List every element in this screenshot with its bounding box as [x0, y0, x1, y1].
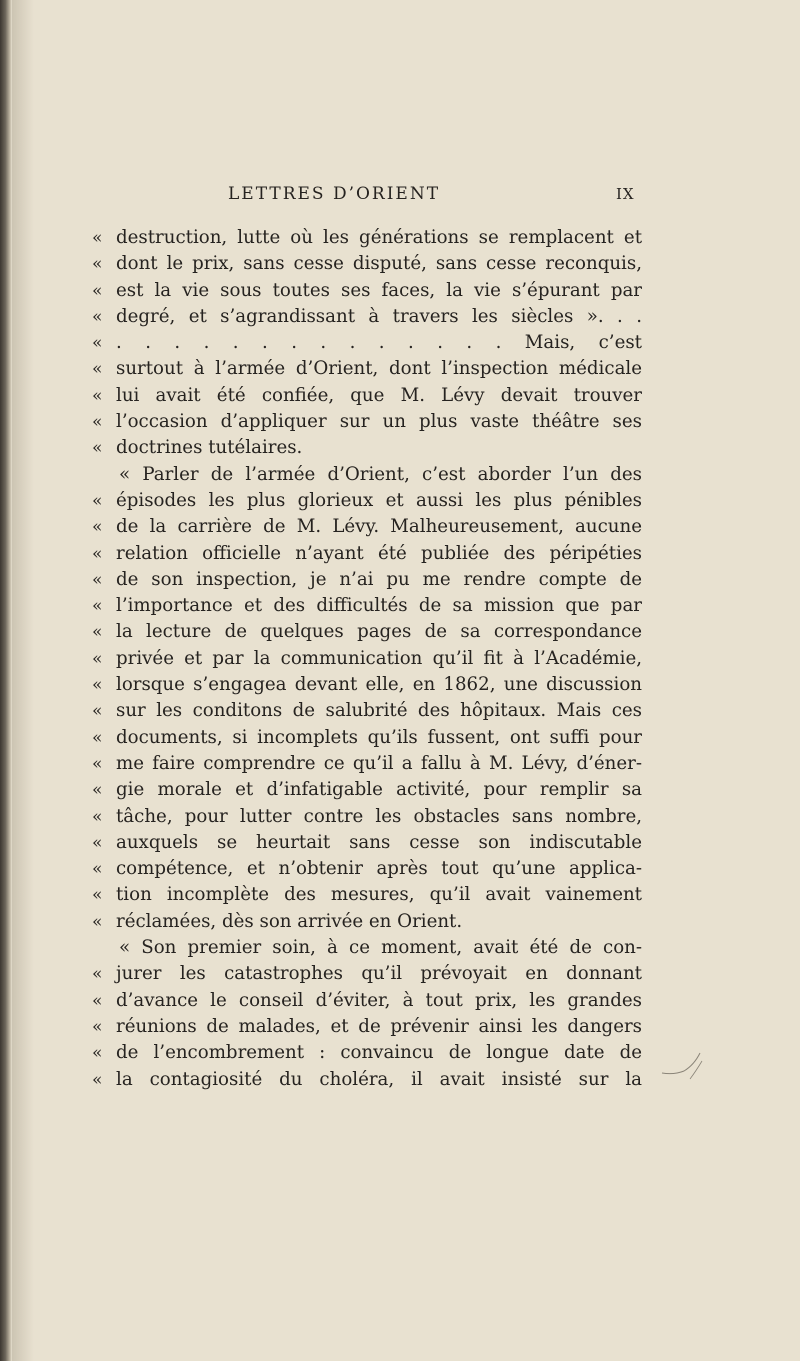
quote-mark: « — [92, 964, 103, 985]
text-line — [92, 409, 642, 435]
line-text: l’occasion d’appliquer sur un plus vaste théâtre ses — [116, 411, 642, 433]
text-line — [92, 278, 642, 304]
line-text: privée et par la communication qu’il fit à l’Académie, — [116, 647, 642, 669]
quote-mark: « — [92, 1069, 103, 1090]
text-line — [92, 619, 642, 645]
line-text: me faire comprendre ce qu’il a fallu à M. Lévy, d’éner- — [116, 752, 642, 774]
text-line — [92, 804, 642, 830]
text-line — [92, 1014, 642, 1040]
text-line — [92, 330, 642, 356]
quote-mark: « — [92, 412, 103, 433]
quote-mark: « — [92, 622, 103, 643]
line-text: de son inspection, je n’ai pu me rendre compte de — [116, 568, 642, 590]
line-text: réclamées, dès son arrivée en Orient. — [116, 910, 463, 932]
line-text: doctrines tutélaires. — [116, 437, 303, 459]
line-text: « Son premier soin, à ce moment, avait été de con- — [119, 937, 642, 959]
line-text: jurer les catastrophes qu’il prévoyait en donnant — [116, 963, 642, 985]
running-title: LETTRES D’ORIENT — [228, 184, 441, 204]
text-line — [92, 882, 642, 908]
text-line — [92, 751, 642, 777]
line-text: surtout à l’armée d’Orient, dont l’inspection médicale — [116, 358, 642, 380]
quote-mark: « — [92, 517, 103, 538]
text-line — [92, 830, 642, 856]
text-line — [92, 961, 642, 987]
text-line — [92, 646, 642, 672]
text-line — [92, 383, 642, 409]
line-text: destruction, lutte où les générations se remplacent et — [116, 227, 642, 248]
quote-mark: « — [92, 228, 103, 248]
line-text: dont le prix, sans cesse disputé, sans cesse reconquis, — [116, 253, 642, 275]
quote-mark: « — [92, 543, 103, 564]
text-line — [92, 725, 642, 751]
line-text: épisodes les plus glorieux et aussi les plus pénibles — [116, 489, 642, 511]
quote-mark: « — [92, 885, 103, 906]
text-line — [92, 462, 642, 488]
pencil-mark — [660, 1035, 720, 1085]
text-line — [92, 988, 642, 1014]
text-line — [92, 567, 642, 593]
text-line — [92, 251, 642, 277]
text-line — [92, 1067, 642, 1093]
text-line — [92, 1040, 642, 1066]
quote-mark: « — [92, 596, 103, 617]
line-text: sur les conditons de salubrité des hôpitaux. Mais ces — [116, 700, 642, 722]
quote-mark: « — [92, 359, 103, 380]
line-text: lui avait été confiée, que M. Lévy devait trouver — [116, 384, 642, 406]
line-text: compétence, et n’obtenir après tout qu’une applica- — [116, 858, 642, 880]
quote-mark: « — [92, 1016, 103, 1037]
line-text: relation officielle n’ayant été publiée des péripéties — [116, 542, 642, 564]
text-line — [92, 856, 642, 882]
quote-mark: « — [92, 254, 103, 275]
line-text: . . . . . . . . . . . . . . Mais, c’est — [116, 332, 642, 354]
line-text: réunions de malades, et de prévenir ainsi les dangers — [116, 1015, 642, 1037]
line-text: la lecture de quelques pages de sa correspondance — [116, 621, 642, 643]
line-text: est la vie sous toutes ses faces, la vie s’épurant par — [116, 279, 642, 301]
quote-mark: « — [92, 675, 103, 696]
text-line — [92, 304, 642, 330]
quote-mark: « — [92, 1043, 103, 1064]
text-line — [92, 514, 642, 540]
quote-mark: « — [92, 911, 103, 932]
line-text: documents, si incomplets qu’ils fussent, ont suffi pour — [116, 726, 642, 748]
line-text: « Parler de l’armée d’Orient, c’est aborder l’un des — [119, 463, 642, 485]
quote-mark: « — [92, 859, 103, 880]
body-text — [92, 225, 642, 1093]
line-text: tâche, pour lutter contre les obstacles sans nombre, — [116, 805, 642, 827]
quote-mark: « — [92, 306, 103, 327]
quote-mark: « — [92, 780, 103, 801]
line-text: la contagiosité du choléra, il avait insisté sur la — [116, 1068, 642, 1090]
text-line — [92, 435, 642, 461]
quote-mark: « — [92, 727, 103, 748]
text-line — [92, 225, 642, 251]
line-text: d’avance le conseil d’éviter, à tout prix, les grandes — [116, 989, 642, 1011]
line-text: l’importance et des difficultés de sa mission que par — [116, 595, 642, 617]
line-text: gie morale et d’infatigable activité, pour remplir sa — [116, 779, 642, 801]
quote-mark: « — [92, 832, 103, 853]
quote-mark: « — [92, 490, 103, 511]
quote-mark: « — [92, 569, 103, 590]
quote-mark: « — [92, 753, 103, 774]
quote-mark: « — [92, 333, 103, 354]
text-line — [92, 935, 642, 961]
quote-mark: « — [92, 385, 103, 406]
line-text: auxquels se heurtait sans cesse son indiscutable — [116, 831, 642, 853]
text-line — [92, 698, 642, 724]
text-line — [92, 488, 642, 514]
line-text: degré, et s’agrandissant à travers les siècles ». . . — [116, 305, 642, 327]
quote-mark: « — [92, 438, 103, 459]
line-text: tion incomplète des mesures, qu’il avait vainement — [116, 884, 642, 906]
quote-mark: « — [92, 990, 103, 1011]
quote-mark: « — [92, 701, 103, 722]
text-line — [92, 356, 642, 382]
running-header — [0, 184, 800, 208]
line-text: de la carrière de M. Lévy. Malheureusement, aucune — [116, 516, 642, 538]
text-line — [92, 541, 642, 567]
line-text: lorsque s’engagea devant elle, en 1862, une discussion — [116, 674, 642, 696]
text-line — [92, 593, 642, 619]
text-line — [92, 777, 642, 803]
quote-mark: « — [92, 648, 103, 669]
quote-mark: « — [92, 280, 103, 301]
text-line — [92, 672, 642, 698]
page-number: IX — [616, 185, 635, 203]
quote-mark: « — [92, 806, 103, 827]
line-text: de l’encombrement : convaincu de longue date de — [116, 1042, 642, 1064]
text-line — [92, 909, 642, 935]
